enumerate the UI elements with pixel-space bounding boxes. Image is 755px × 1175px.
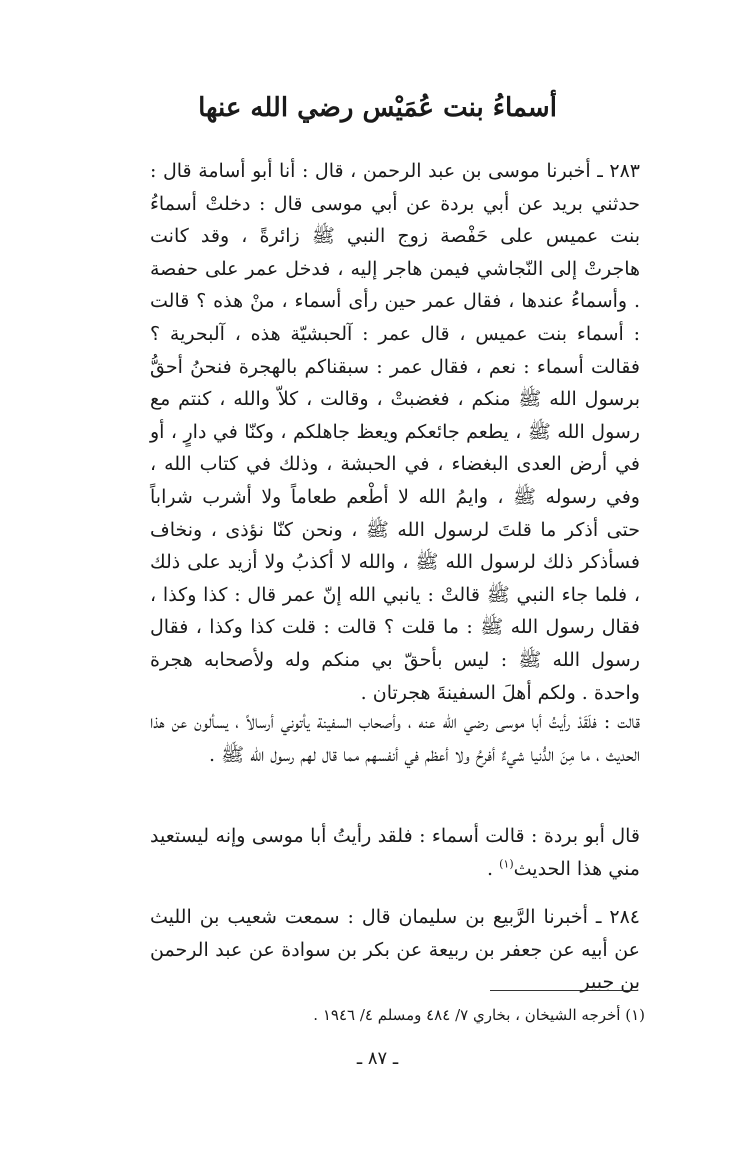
page-number: ـ ٨٧ ـ [356,1048,399,1069]
paragraph-text: قال أبو بردة : قالت أسماء : فلقد رأيتُ أبا موسى وإنه ليستعيد مني هذا الحديث [150,825,640,880]
narration-paragraph-abu-burda [150,820,640,885]
paragraph-text: ٢٨٣ ـ أخبرنا موسى بن عبد الرحمن ، قال : أنا أبو أسامة قال : حدثني بريد عن أبي بردة عن أبي موسى قال : دخلتْ أسماءُ بنت عميس على حَفْصة زوج النبي ﷺ زائرةً ، وقد كانت هاجرتْ إلى النّجاشي فيمن هاجر إليه ، فدخل عمر على حفصة . وأسماءُ عندها ، فقال عمر حين رأى أسماء ، منْ هذه ؟ قالت : أسماء بنت عميس ، قال عمر : آلحبشيّة هذه ، آلبحرية ؟ فقالت أسماء : نعم ، فقال عمر : سبقناكم بالهجرة فنحنُ أحقُّ برسول الله ﷺ منكم ، فغضبتْ ، وقالت ، كلاّ والله ، كنتم مع رسول الله ﷺ ، يطعم جائعكم ويعظ جاهلكم ، وكنّا في دارٍ ، أو في أرض العدى البغضاء ، في الحبشة ، وذلك في كتاب الله ، وفي رسوله ﷺ ، وايمُ الله لا أطْعم طعاماً ولا أشرب شراباً حتى أذكر ما قلتَ لرسول الله ﷺ ، ونحن كنّا نؤذى ، ونخاف فسأذكر ذلك لرسول الله ﷺ ، والله لا أكذبُ ولا أزيد على ذلك ، فلما جاء النبي ﷺ قالتْ : يانبي الله إنّ عمر قال : كذا وكذا ، فقال رسول الله ﷺ : ما قلت ؟ قالت : قلت كذا وكذا ، فقال رسول الله ﷺ : ليس بأحقّ بي منكم وله ولأصحابه هجرة واحدة . ولكم أهلَ السفينةَ هجرتان . [150,160,640,704]
footnote-divider [490,990,638,991]
footnote-reference[interactable]: (١) [499,857,514,871]
hadith-paragraph-283 [150,155,640,709]
paragraph-text-wrapper [150,820,640,885]
narration-paragraph-asma [150,706,640,771]
chapter-title: أسماءُ بنت عُمَيْس رضي الله عنها [198,93,557,123]
paragraph-end: . [487,857,500,880]
footnote: (١) أخرجه الشيخان ، بخاري ٧/ ٤٨٤ ومسلم ٤/ ١٩٤٦ . [313,1006,645,1024]
hadith-paragraph-284 [150,901,640,999]
paragraph-text: قالت : فلَقَدْ رأيتُ أبا موسى رضي الله عنه ، وأصحاب السفينة يأتوني أرسالاً ، يسألون عن هذا الحديث ، ما مِنَ الدُّنيا شيءٌ أفرحُ ولا أعظم في أنفسهم مما قال لهم رسول الله ﷺ . [150,711,640,766]
paragraph-text: ٢٨٤ ـ أخبرنا الرَّبيع بن سليمان قال : سمعت شعيب بن الليث عن أبيه عن جعفر بن ربيعة عن بكر بن سوادة عن عبد الرحمن بن جبير [150,906,640,994]
